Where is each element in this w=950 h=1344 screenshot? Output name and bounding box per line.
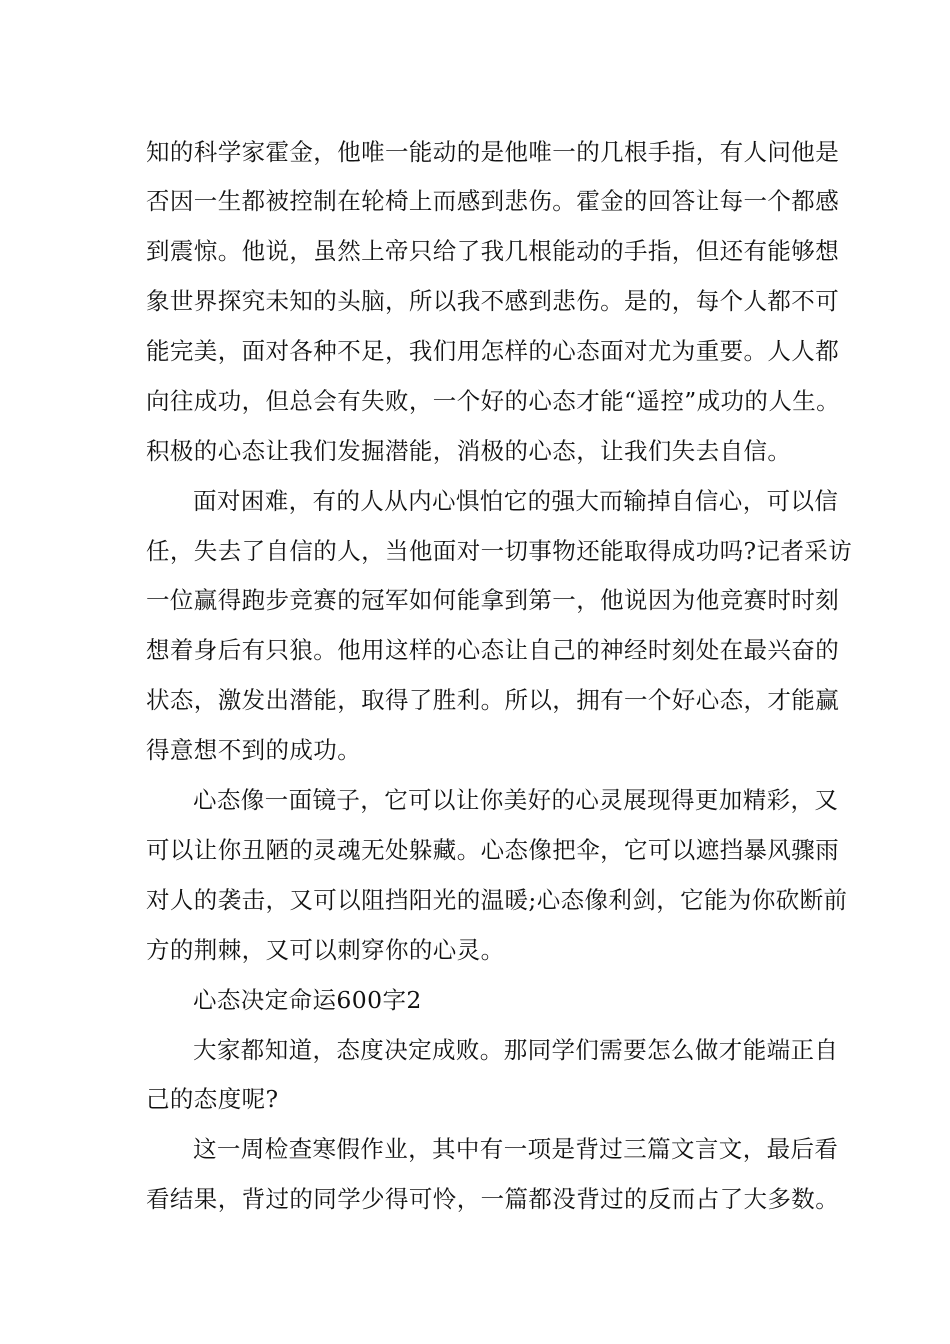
text-line: 方的荆棘，又可以刺穿你的心灵。 (146, 936, 505, 964)
text-line: 否因一生都被控制在轮椅上而感到悲伤。霍金的回答让每一个都感 (146, 187, 840, 215)
text-line: 知的科学家霍金，他唯一能动的是他唯一的几根手指，有人问他是 (146, 138, 840, 166)
text-line: 向往成功，但总会有失败，一个好的心态才能“遥控”成功的人生。 (146, 387, 841, 415)
text-line: 能完美，面对各种不足，我们用怎样的心态面对尤为重要。人人都 (146, 337, 840, 365)
paragraph-first-line: 心态像一面镜子，它可以让你美好的心灵展现得更加精彩，又 (193, 786, 839, 814)
text-line: 任，失去了自信的人，当他面对一切事物还能取得成功吗?记者采访 (146, 537, 853, 565)
text-line: 状态，激发出潜能，取得了胜利。所以，拥有一个好心态，才能赢 (146, 686, 840, 714)
text-line: 到震惊。他说，虽然上帝只给了我几根能动的手指，但还有能够想 (146, 237, 840, 265)
section-heading: 心态决定命运600字2 (193, 986, 422, 1014)
text-line: 想着身后有只狼。他用这样的心态让自己的神经时刻处在最兴奋的 (146, 636, 840, 664)
text-line: 看结果，背过的同学少得可怜，一篇都没背过的反而占了大多数。 (146, 1185, 840, 1213)
text-line: 可以让你丑陋的灵魂无处躲藏。心态像把伞，它可以遮挡暴风骤雨 (146, 836, 840, 864)
paragraph-first-line: 大家都知道，态度决定成败。那同学们需要怎么做才能端正自 (193, 1036, 839, 1064)
text-line: 象世界探究未知的头脑，所以我不感到悲伤。是的，每个人都不可 (146, 287, 840, 315)
text-line: 对人的袭击，又可以阻挡阳光的温暖;心态像利剑，它能为你砍断前 (146, 886, 848, 914)
paragraph-first-line: 面对困难，有的人从内心惧怕它的强大而输掉自信心，可以信 (193, 487, 839, 515)
text-line: 积极的心态让我们发掘潜能，消极的心态，让我们失去自信。 (146, 437, 792, 465)
text-line: 一位赢得跑步竞赛的冠军如何能拿到第一，他说因为他竞赛时时刻 (146, 586, 840, 614)
paragraph-first-line: 这一周检查寒假作业，其中有一项是背过三篇文言文，最后看 (193, 1135, 839, 1163)
text-line: 己的态度呢? (146, 1085, 279, 1113)
text-line: 得意想不到的成功。 (146, 736, 362, 764)
